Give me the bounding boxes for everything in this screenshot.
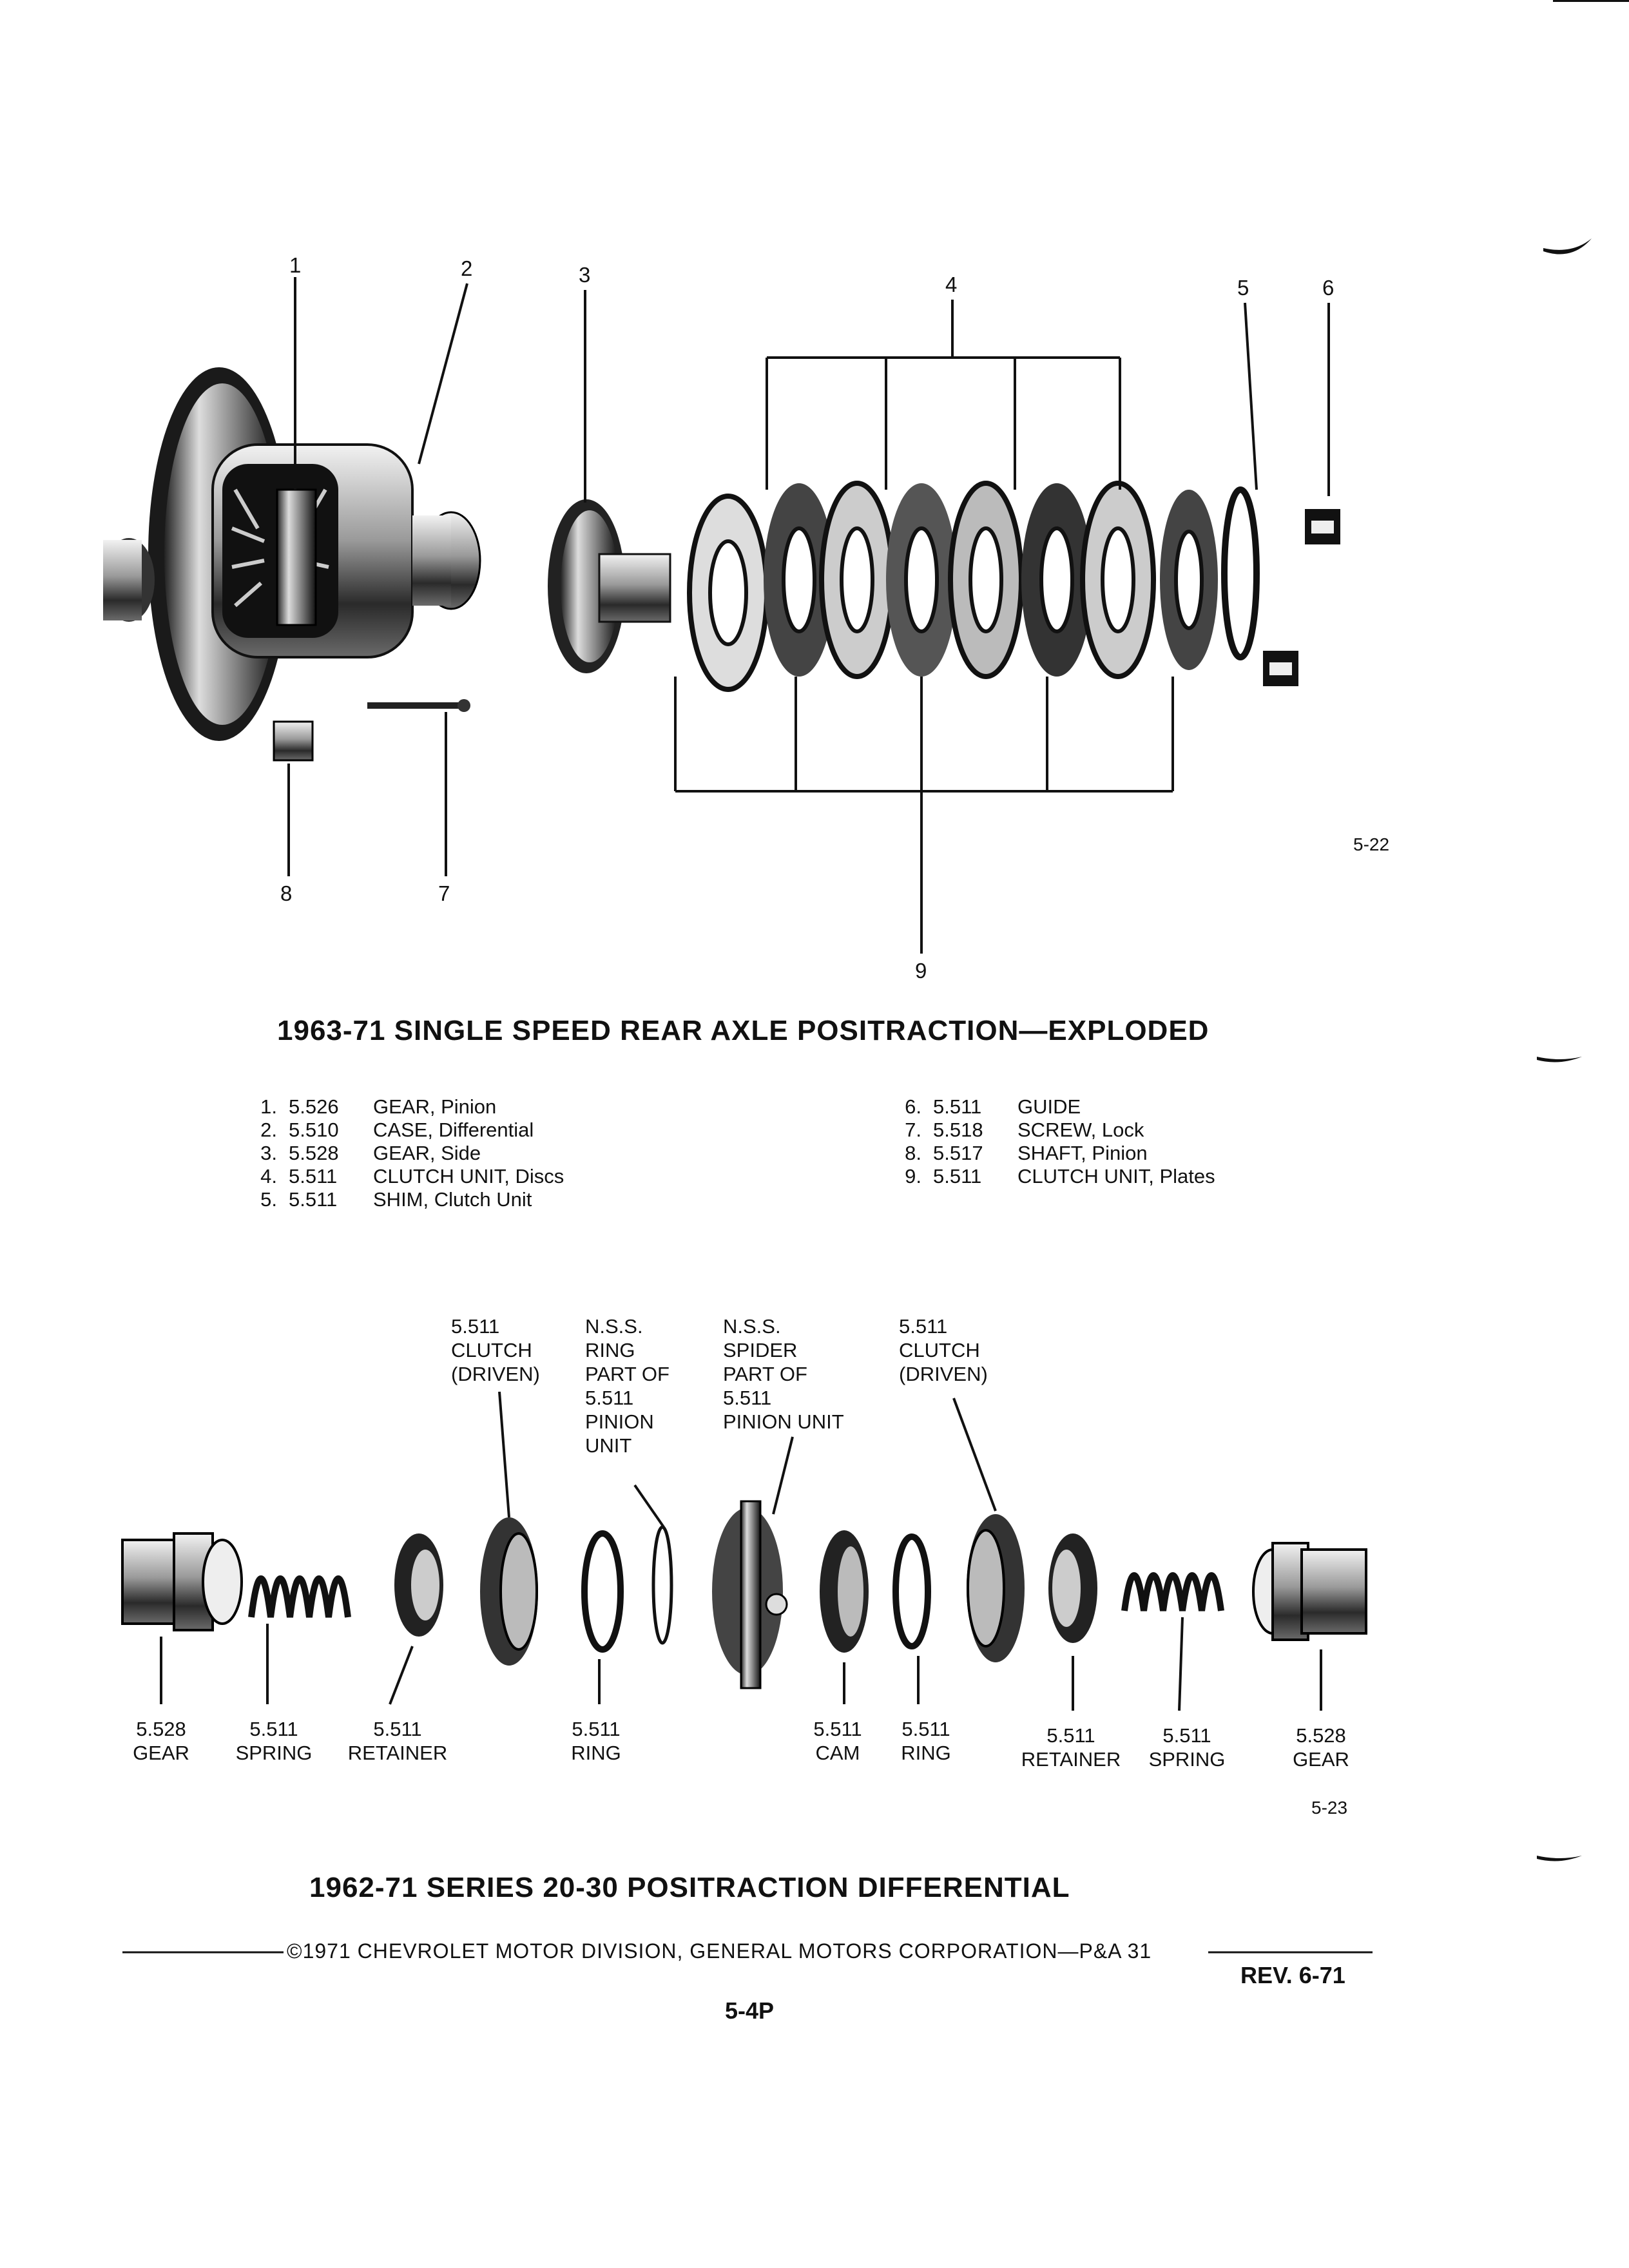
callout-1: 1	[289, 253, 302, 277]
part-description: SCREW, Lock	[1017, 1119, 1144, 1141]
callout-line: N.S.S.	[585, 1315, 643, 1338]
callout-name: RETAINER	[347, 1742, 448, 1764]
part-description: SHIM, Clutch Unit	[373, 1188, 532, 1211]
callout-line: UNIT	[585, 1434, 632, 1457]
part-description: GEAR, Side	[373, 1142, 481, 1164]
side-gear	[548, 499, 670, 673]
differential-case	[103, 367, 480, 760]
shim-ring	[1224, 490, 1257, 657]
callout-line: PART OF	[723, 1363, 807, 1385]
part-number: 9.	[905, 1165, 921, 1187]
part-number: 5.	[260, 1188, 277, 1211]
parts-list-row	[889, 1119, 1215, 1142]
callout-ring-left	[571, 1717, 621, 1765]
callout-line: 5.511	[451, 1315, 500, 1338]
callout-line: PINION	[585, 1410, 654, 1433]
part-description: CASE, Differential	[373, 1119, 534, 1141]
callout-line: 5.511	[899, 1315, 948, 1338]
callout-spring-right	[1149, 1724, 1226, 1771]
part-description: GUIDE	[1017, 1095, 1081, 1118]
parts-list-row	[245, 1119, 564, 1142]
parts-list-left	[245, 1095, 564, 1211]
callout-code: 5.511	[1162, 1724, 1211, 1747]
callout-name: GEAR	[133, 1742, 189, 1764]
callout-8: 8	[280, 881, 293, 905]
parts-list-row	[245, 1188, 564, 1211]
part-description: CLUTCH UNIT, Discs	[373, 1165, 564, 1187]
callout-line: PINION UNIT	[723, 1410, 844, 1433]
part-code: 5.511	[289, 1188, 338, 1211]
callout-6: 6	[1322, 276, 1335, 300]
parts-list-row	[245, 1095, 564, 1119]
part-code: 5.517	[933, 1142, 983, 1164]
callout-2: 2	[461, 256, 473, 280]
callout-name: GEAR	[1293, 1748, 1349, 1771]
callout-code: 5.511	[249, 1718, 298, 1740]
parts-list-row	[245, 1165, 564, 1188]
differential-exploded-illustration-5-23	[122, 1501, 1366, 1688]
part-number: 3.	[260, 1142, 277, 1164]
page-number: 5-4P	[725, 1997, 775, 2024]
callout-ring-right	[901, 1717, 951, 1765]
callout-retainer-left	[348, 1717, 447, 1765]
callout-line: 5.511	[585, 1387, 634, 1409]
callout-line: CLUTCH	[451, 1339, 532, 1361]
part-number: 8.	[905, 1142, 921, 1164]
callout-gear-left	[133, 1717, 189, 1765]
part-description: GEAR, Pinion	[373, 1095, 497, 1118]
part-number: 1.	[260, 1095, 277, 1118]
callout-name: RING	[571, 1742, 621, 1764]
figure-1-title: 1963-71 SINGLE SPEED REAR AXLE POSITRACTION—EXPLODED	[277, 1015, 1210, 1046]
callout-code: 5.528	[1296, 1724, 1346, 1747]
part-number: 2.	[260, 1119, 277, 1141]
parts-list-row	[889, 1095, 1215, 1119]
part-code: 5.528	[289, 1142, 339, 1164]
callout-line: (DRIVEN)	[451, 1363, 540, 1385]
callout-line: PART OF	[585, 1363, 670, 1385]
revision-label: REV. 6-71	[1240, 1962, 1345, 1988]
callout-spring-left	[236, 1717, 313, 1765]
callout-cam	[813, 1717, 862, 1765]
callout-code: 5.511	[572, 1718, 621, 1740]
callout-code: 5.528	[136, 1718, 186, 1740]
figure-number-5-23: 5-23	[1311, 1798, 1348, 1818]
callout-name: SPRING	[1148, 1748, 1226, 1771]
callout-line: CLUTCH	[899, 1339, 980, 1361]
parts-list-row	[889, 1142, 1215, 1165]
callout-line: N.S.S.	[723, 1315, 781, 1338]
callout-line: SPIDER	[723, 1339, 798, 1361]
part-code: 5.510	[289, 1119, 339, 1141]
parts-list-row	[245, 1142, 564, 1165]
part-code: 5.511	[289, 1165, 338, 1187]
callout-line: RING	[585, 1339, 635, 1361]
callout-5: 5	[1237, 276, 1249, 300]
part-code: 5.511	[933, 1165, 982, 1187]
callout-code: 5.511	[1046, 1724, 1095, 1747]
callout-nss-spider	[723, 1314, 844, 1434]
parts-list-right	[889, 1095, 1215, 1188]
callout-name: SPRING	[235, 1742, 313, 1764]
callout-code: 5.511	[813, 1718, 862, 1740]
part-number: 6.	[905, 1095, 921, 1118]
part-code: 5.526	[289, 1095, 339, 1118]
part-number: 4.	[260, 1165, 277, 1187]
callout-name: CAM	[815, 1742, 860, 1764]
copyright-line: ©1971 CHEVROLET MOTOR DIVISION, GENERAL MOTORS CORPORATION—P&A 31	[287, 1939, 1152, 1963]
callout-retainer-right	[1021, 1724, 1121, 1771]
part-number: 7.	[905, 1119, 921, 1141]
callout-3: 3	[579, 263, 591, 287]
part-code: 5.511	[933, 1095, 982, 1118]
callout-code: 5.511	[901, 1718, 950, 1740]
callout-clutch-driven-right	[899, 1314, 988, 1386]
callout-name: RING	[901, 1742, 951, 1764]
callout-clutch-driven-left	[451, 1314, 540, 1386]
callout-line: 5.511	[723, 1387, 772, 1409]
callout-7: 7	[438, 881, 450, 905]
part-description: SHAFT, Pinion	[1017, 1142, 1148, 1164]
callout-nss-ring	[585, 1314, 670, 1457]
callout-code: 5.511	[373, 1718, 422, 1740]
callout-4: 4	[945, 273, 958, 296]
part-code: 5.518	[933, 1119, 983, 1141]
parts-list-row	[889, 1165, 1215, 1188]
callout-gear-right	[1293, 1724, 1349, 1771]
callout-name: RETAINER	[1021, 1748, 1121, 1771]
clutch-disc-stack	[689, 483, 1218, 689]
binder-marks	[1537, 0, 1629, 1861]
part-description: CLUTCH UNIT, Plates	[1017, 1165, 1215, 1187]
callout-line: (DRIVEN)	[899, 1363, 988, 1385]
figure-number-5-22: 5-22	[1353, 834, 1390, 854]
callout-9: 9	[915, 959, 927, 983]
figure-2-title: 1962-71 SERIES 20-30 POSITRACTION DIFFERENTIAL	[309, 1872, 1070, 1903]
